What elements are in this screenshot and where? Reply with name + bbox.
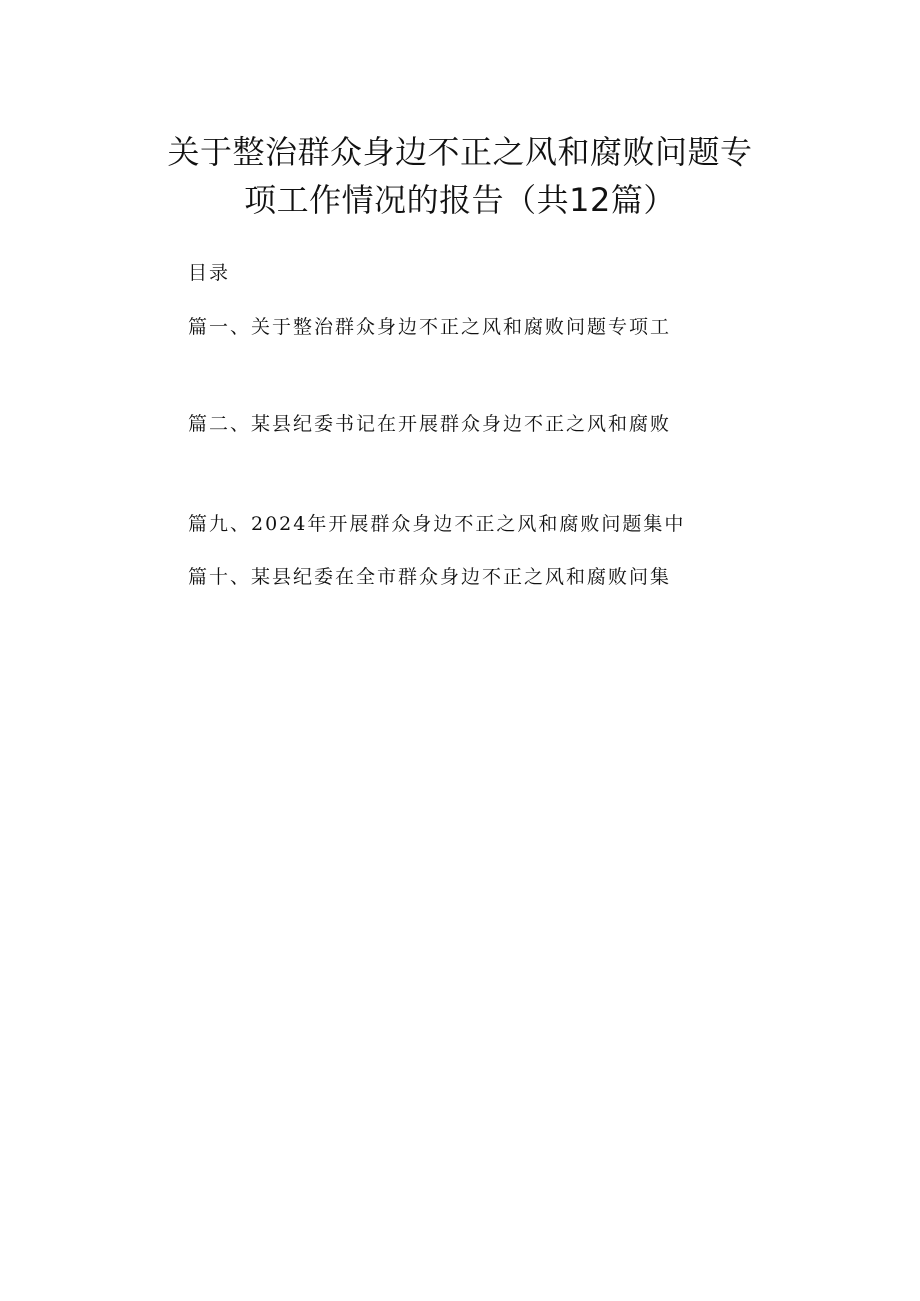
document-title-line-1: 关于整治群众身边不正之风和腐败问题专 [167, 133, 753, 171]
toc-item-1[interactable]: 篇一、关于整治群众身边不正之风和腐败问题专项工 [188, 316, 672, 338]
document-title [100, 128, 820, 224]
toc-item-2[interactable]: 篇二、某县纪委书记在开展群众身边不正之风和腐败 [188, 413, 672, 435]
toc-heading: 目录 [188, 262, 231, 284]
toc-item-9[interactable]: 篇九、2024年开展群众身边不正之风和腐败问题集中 [188, 513, 686, 535]
toc-item-10[interactable]: 篇十、某县纪委在全市群众身边不正之风和腐败问集 [188, 566, 672, 588]
document-title-line-2: 项工作情况的报告（共12篇） [244, 181, 676, 219]
